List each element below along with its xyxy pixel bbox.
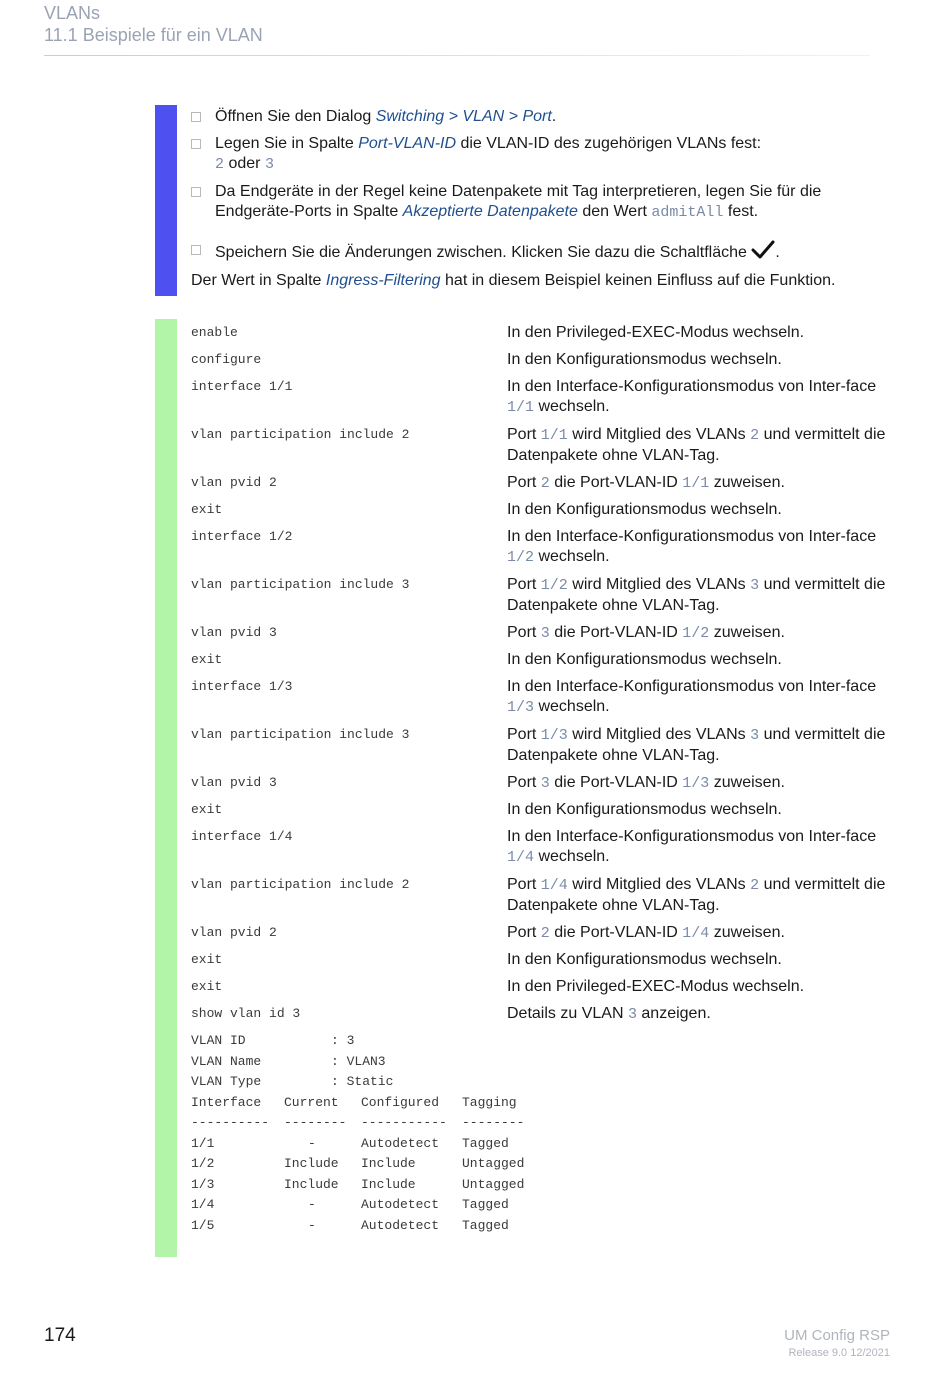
cli-command: exit [191,979,223,994]
column-name: Port-VLAN-ID [358,135,457,152]
checkbox-bullet [191,139,201,149]
vlan-value: 3 [264,156,274,173]
parameter-value: 1/1 [507,399,535,416]
release-info: Release 9.0 12/2021 [788,1347,890,1359]
checkbox-bullet [191,112,201,122]
cli-command: vlan participation include 3 [191,727,410,742]
cli-command-description: In den Konfigurationsmodus wechseln. [507,351,782,368]
parameter-value: 1/4 [507,849,535,866]
parameter-value: 2 [750,427,760,444]
cli-command: enable [191,325,238,340]
parameter-value: 1/2 [507,549,535,566]
parameter-value: 3 [627,1006,637,1023]
cli-command-description: In den Konfigurationsmodus wechseln. [507,501,782,518]
cli-command-description: Port 3 die Port-VLAN-ID 1/3 zuweisen. [507,774,785,792]
checkmark-icon [751,240,775,260]
note-text: Der Wert in Spalte [191,272,326,289]
cli-command: vlan pvid 2 [191,925,277,940]
cli-command: vlan participation include 3 [191,577,410,592]
cli-command: vlan pvid 3 [191,625,277,640]
cli-command: configure [191,352,262,367]
cli-command-description: Port 1/4 wird Mitglied des VLANs 2 und vermittelt die Datenpakete ohne VLAN-Tag. [507,876,886,914]
step-text-tail: fest. [723,203,759,220]
parameter-value: 1/3 [540,727,568,744]
page-number: 174 [44,1325,76,1346]
header-section: 11.1 Beispiele für ein VLAN [44,25,263,45]
code-value: admitAll [651,204,724,221]
cli-command: interface 1/3 [191,679,293,694]
parameter-value: 1/4 [682,925,710,942]
step-text-end: . [551,108,557,125]
cli-command: exit [191,652,223,667]
step-set-pvid [191,134,881,175]
cli-command-description: Port 1/2 wird Mitglied des VLANs 3 und vermittelt die Datenpakete ohne VLAN-Tag. [507,576,886,614]
parameter-value: 3 [540,775,550,792]
step-open-dialog [191,107,881,127]
header-rule [44,55,870,56]
parameter-value: 2 [750,877,760,894]
cli-command-description: Port 2 die Port-VLAN-ID 1/4 zuweisen. [507,924,785,942]
cli-command: exit [191,802,223,817]
cli-command-description: Port 1/1 wird Mitglied des VLANs 2 und vermittelt die Datenpakete ohne VLAN-Tag. [507,426,886,464]
parameter-value: 1/4 [540,877,568,894]
step-text-mid: oder [224,155,265,172]
parameter-value: 1/1 [682,475,710,492]
parameter-value: 2 [540,925,550,942]
cli-command-description: Details zu VLAN 3 anzeigen. [507,1005,711,1023]
parameter-value: 3 [540,625,550,642]
cli-command-description: In den Konfigurationsmodus wechseln. [507,801,782,818]
step-text-end: den Wert [577,203,652,220]
cli-command-description: Port 2 die Port-VLAN-ID 1/1 zuweisen. [507,474,785,492]
cli-command-description: In den Konfigurationsmodus wechseln. [507,651,782,668]
checkbox-bullet [191,187,201,197]
step-save-changes [191,240,881,263]
cli-command: vlan pvid 2 [191,475,277,490]
step-text-end: die VLAN-ID des zugehörigen VLANs fest: [456,135,762,152]
checkbox-bullet [191,245,201,255]
parameter-value: 1/2 [540,577,568,594]
note-ingress-filtering [191,271,835,291]
column-name: Akzeptierte Datenpakete [402,203,578,220]
parameter-value: 3 [750,727,760,744]
parameter-value: 3 [750,577,760,594]
cli-command: exit [191,502,223,517]
cli-command-description: In den Privileged-EXEC-Modus wechseln. [507,978,805,995]
document-name: UM Config RSP [784,1327,890,1344]
step-text: Öffnen Sie den Dialog [215,108,376,125]
cli-command-description: In den Konfigurationsmodus wechseln. [507,951,782,968]
cli-command-description: Port 1/3 wird Mitglied des VLANs 3 und vermittelt die Datenpakete ohne VLAN-Tag. [507,726,886,764]
cli-command: exit [191,952,223,967]
cli-command-description: In den Interface-Konfigurationsmodus von Inter-face 1/3 wechseln. [507,678,877,716]
cli-command: vlan pvid 3 [191,775,277,790]
header-chapter: VLANs [44,3,101,23]
column-name: Ingress-Filtering [325,272,441,289]
parameter-value: 1/2 [682,625,710,642]
parameter-value: 1/1 [540,427,568,444]
cli-command-description: In den Interface-Konfigurationsmodus von Inter-face 1/4 wechseln. [507,828,877,866]
step-text-end: . [775,244,780,261]
cli-command-description: In den Interface-Konfigurationsmodus von Inter-face 1/1 wechseln. [507,378,877,416]
cli-command: show vlan id 3 [191,1006,301,1021]
cli-command: vlan participation include 2 [191,427,410,442]
step-text: Speichern Sie die Änderungen zwischen. Klicken Sie dazu die Schaltfläche [215,244,752,261]
cli-command: interface 1/2 [191,529,293,544]
cli-command: interface 1/1 [191,379,293,394]
cli-command-description: In den Interface-Konfigurationsmodus von Inter-face 1/2 wechseln. [507,528,877,566]
menu-path: Switching > VLAN > Port [375,108,552,125]
parameter-value: 1/3 [682,775,710,792]
cli-command-description: Port 3 die Port-VLAN-ID 1/2 zuweisen. [507,624,785,642]
cli-command-description: In den Privileged-EXEC-Modus wechseln. [507,324,805,341]
instruction-marker-bar [155,105,177,296]
note-text-end: hat in diesem Beispiel keinen Einfluss auf die Funktion. [440,272,836,289]
parameter-value: 1/3 [507,699,535,716]
vlan-value: 2 [215,156,225,173]
step-text: Da Endgeräte in der Regel keine Datenpakete mit Tag interpretieren, legen Sie für die Endgeräte-Ports in Spalte [215,183,822,220]
parameter-value: 2 [540,475,550,492]
cli-command: vlan participation include 2 [191,877,410,892]
step-accepted-packets [191,182,881,223]
cli-marker-bar [155,319,177,1257]
step-text: Legen Sie in Spalte [215,135,359,152]
cli-command: interface 1/4 [191,829,293,844]
